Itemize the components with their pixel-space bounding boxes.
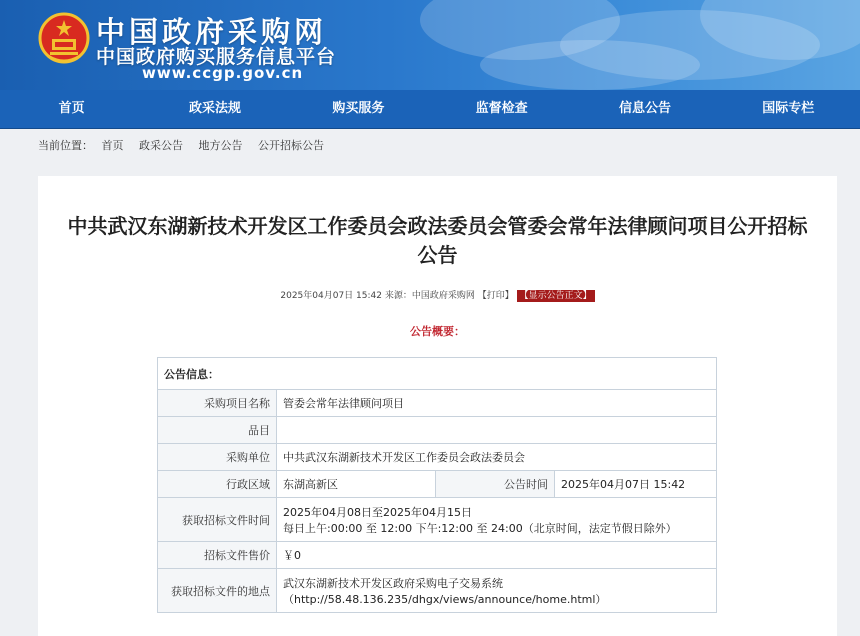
doc-time-label: 获取招标文件时间	[158, 498, 277, 542]
notice-title: 中共武汉东湖新技术开发区工作委员会政法委员会管委会常年法律顾问项目公开招标公告	[67, 214, 808, 267]
price-value: ￥0	[277, 542, 717, 569]
breadcrumb-home[interactable]: 首页	[101, 139, 124, 152]
table-row	[158, 390, 717, 417]
nav-home[interactable]: 首页	[58, 101, 85, 116]
category-value	[277, 417, 717, 444]
location-system-name: 武汉东湖新技术开发区政府采购电子交易系统	[283, 576, 503, 590]
table-row	[158, 417, 717, 444]
doc-time-date-range: 2025年04月08日至2025年04月15日	[283, 505, 472, 519]
category-label: 品目	[158, 417, 277, 444]
notice-meta	[38, 288, 837, 301]
notice-date-source: 2025年04月07日 15:42 来源：中国政府采购网	[280, 291, 475, 301]
location-value	[277, 569, 717, 613]
main-nav	[0, 90, 860, 129]
breadcrumb-public-tender[interactable]: 公开招标公告	[258, 139, 324, 152]
breadcrumb-local-notices[interactable]: 地方公告	[198, 139, 243, 152]
table-row	[158, 498, 717, 542]
show-full-text-button[interactable]: 【显示公告正文】	[517, 290, 595, 302]
nav-international[interactable]: 国际专栏	[762, 101, 815, 116]
purchaser-label: 采购单位	[158, 444, 277, 471]
table-row	[158, 358, 717, 390]
print-button[interactable]: 【打印】	[477, 291, 514, 301]
site-header	[0, 0, 860, 90]
doc-time-daily-hours: 每日上午:00:00 至 12:00 下午:12:00 至 24:00（北京时间，法定节假日除外）	[283, 521, 677, 535]
breadcrumb	[0, 131, 860, 161]
notice-info-table	[157, 357, 717, 613]
nav-purchase-services[interactable]: 购买服务	[332, 101, 385, 116]
notice-card	[38, 176, 837, 636]
region-label: 行政区域	[158, 471, 277, 498]
nav-regulations[interactable]: 政采法规	[188, 101, 241, 116]
location-url[interactable]: （http://58.48.136.235/dhgx/views/announce/home.html）	[283, 592, 607, 606]
site-title: 中国政府采购网	[96, 15, 328, 49]
doc-time-value	[277, 498, 717, 542]
table-section-header: 公告信息：	[158, 358, 717, 390]
site-url[interactable]: www.ccgp.gov.cn	[142, 64, 304, 82]
breadcrumb-procurement-notices[interactable]: 政采公告	[139, 139, 183, 152]
national-emblem-icon	[38, 12, 90, 66]
project-name-label: 采购项目名称	[158, 390, 277, 417]
project-name-value: 管委会常年法律顾问项目	[277, 390, 717, 417]
table-row	[158, 569, 717, 613]
nav-announcements[interactable]: 信息公告	[618, 101, 671, 116]
price-label: 招标文件售价	[158, 542, 277, 569]
publish-time-label: 公告时间	[436, 471, 555, 498]
purchaser-value: 中共武汉东湖新技术开发区工作委员会政法委员会	[277, 444, 717, 471]
table-row	[158, 444, 717, 471]
table-row	[158, 542, 717, 569]
region-value: 东湖高新区	[277, 471, 436, 498]
breadcrumb-prefix: 当前位置：	[38, 139, 93, 152]
nav-supervision[interactable]: 监督检查	[475, 101, 528, 116]
publish-time-value: 2025年04月07日 15:42	[555, 471, 717, 498]
site-subtitle: 中国政府购买服务信息平台	[96, 46, 337, 68]
summary-heading: 公告概要：	[410, 325, 465, 338]
table-row	[158, 471, 717, 498]
location-label: 获取招标文件的地点	[158, 569, 277, 613]
